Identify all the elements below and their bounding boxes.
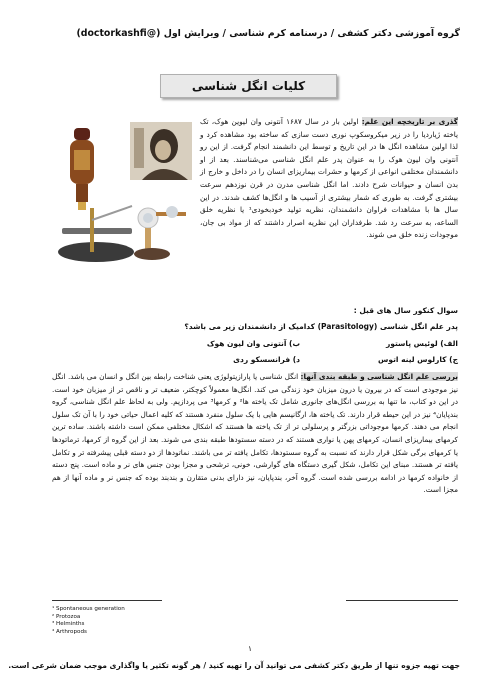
page-title: کلیات انگل شناسی xyxy=(160,74,337,98)
page-number: ۱ xyxy=(247,644,253,653)
page-footer: جهت تهیه جزوه تنها از طریق دکتر کشفی می توانید آن را تهیه کنید / هر گونه تکثیر یا واگذاری موجب ضمان شرعی است. xyxy=(8,661,460,670)
footnote-1: ¹ Spontaneous generation xyxy=(52,606,125,612)
quiz-question: پدر علم انگل شناسی (Parasitology) کدامیک از دانشمندان زیر می باشد؟ xyxy=(184,322,458,331)
history-paragraph xyxy=(200,116,458,242)
footnote-3: ³ Helminths xyxy=(52,621,85,628)
microscope-image xyxy=(52,120,194,270)
history-heading: گذری بر تاریخچه این علم: xyxy=(361,117,459,126)
history-body: اولین بار در سال ۱۶۸۷ آنتونی وان لیوین هوک، تک یاخته ژیاردیا را در زیر میکروسکوپ نوری دست سازی که ساخته بود مشاهده کرد و لذا اولین مشاهده انگل ها در این تاریخ و توسط این دانشمند انجام گرفت. از این رو آنتونی وان لیون هوک را به عنوان پدر علم انگل شناسی می‌شناسند. بعد از او دانشمندان مختلفی انواعی از کرمها و حشرات بیماریزای انسان را در داخل و خارج از بدن انسان و حیوانات شرح دادند. اما انگل شناسی مدرن در قرن نوزدهم سرعت بیشتری گرفت. به طوری که شمار بیشتری از آسیب ها و انگل‌ها کشف شدند. در این سال ها با مشاهدات فراوان دانشمندان، نظریه تولید خودبخودی¹ یا نظریه خلق الساعه، به سرعت رد شد. طرفداران این نظریه اصرار داشتند که از مواد بی جان، موجودات زنده خلق می شوند. xyxy=(200,117,458,240)
quiz-option-a: الف) لوئیس پاستور xyxy=(385,339,458,348)
classification-paragraph xyxy=(52,371,458,497)
page-header: گروه آموزشی دکتر کشفی / درسنامه کرم شناسی / ویرایش اول (@doctorkashfi) xyxy=(76,28,460,39)
footnote-divider-left xyxy=(52,600,162,601)
microscope-illustration xyxy=(52,120,194,270)
quiz-title: سوال کنکور سال های قبل : xyxy=(353,306,458,315)
footnotes xyxy=(52,606,125,636)
quiz-option-b: ب) آنتونی وان لیون هوک xyxy=(206,339,300,348)
quiz-option-d: د) فرانسسکو ردی xyxy=(233,355,300,364)
quiz-option-c: ج) کارلوس لینه اتوس xyxy=(378,355,458,364)
footnote-divider-right xyxy=(346,600,458,601)
classification-body: انگل شناسی یا پارازیتولوژی یعنی شناخت رابطه بین انگل و انسان می باشد. انگل نیز موجودی است که در بیرون یا درون میزبان خود زندگی می کند. انگل‌ها معمولاً کوچکتر، ضعیف تر و ناقص تر از میزبان خود است. در این دو کتاب، ما تنها به بررسی انگل‌های جانوری شامل تک یاخته ها² و کرمها³ می پردازیم. ولی به لحاظ علم انگل شناسی، گروه بندپایان⁴ نیز در این حیطه قرار دارند. تک یاخته ها، ارگانیسم هایی با یک سلول منفرد هستند که کلیه اعمال حیاتی خود را با آن تک سلول انجام می دهند. کرمها موجوداتی بزرگتر و پرسلولی تر از تک یاخته ها هستند که اشکال مختلفی ممکن است داشته باشند. ساده ترین کرمهای بیماریزای انسان، کرمهای پهن یا نواری هستند که در دسته سستودها طبقه بندی می شوند. بعد از این گروه از کرمها، ترماتودها یا کرمهای برگی شکل قرار دارند که نسبت به گروه سستودها، تکامل یافته تر می باشند. نماتودها از دو دسته قبلی پیشرفته تر و تکامل یافته تر هستند. مبنای این تکامل، شکل گیری دستگاه های گوارشی، خونی، ترشحی و مجزا بودن جنس های نر و ماده است. پنج دسته از خانواده کرمها در ادامه بررسی شده است. گروه آخر، بندپایان، نیز دارای بدنی متقارن و بندبند بوده که جنس نر و ماده آنها از هم مجزا است. xyxy=(52,372,458,495)
classification-heading: بررسی علم انگل شناسی و طبقه بندی آنها: xyxy=(300,372,458,381)
footnote-4: ⁴ Arthropods xyxy=(52,628,87,635)
footnote-2: ² Protozoa xyxy=(52,613,81,620)
